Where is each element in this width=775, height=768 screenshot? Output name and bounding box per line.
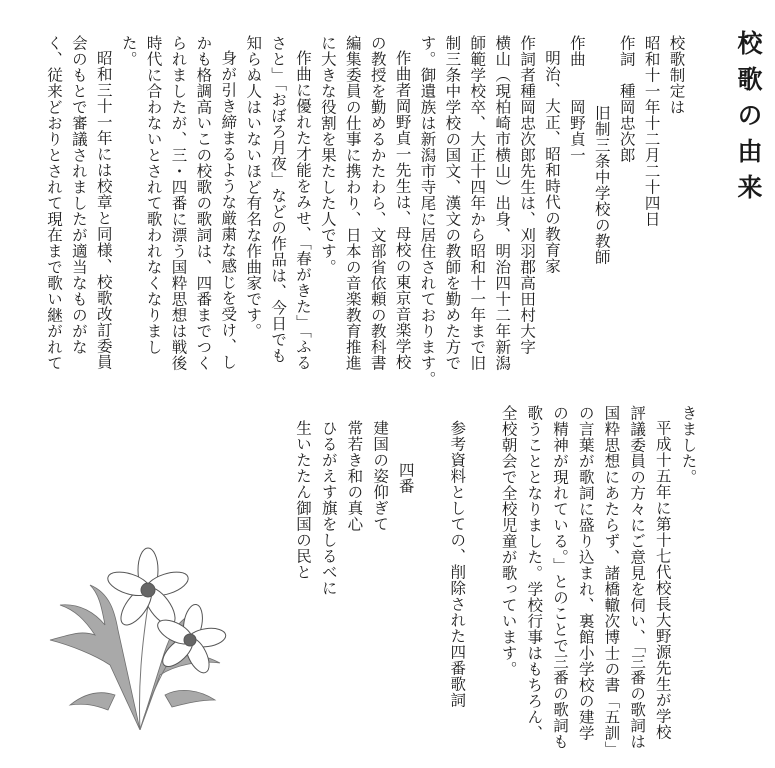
upper-text-column: 作詞者種岡忠次郎先生は、刈羽郡高田村大字 xyxy=(518,35,537,355)
upper-text-column: 作曲者岡野貞一先生は、母校の東京音楽学校 xyxy=(393,50,412,370)
upper-text-column: かも格調高いこの校歌の歌詞は、四番までつく xyxy=(194,35,213,371)
lower-text-column: 全校朝会で全校児童が歌っています。 xyxy=(499,405,518,677)
upper-text-column: さと」「おぼろ月夜」などの作品は、今日でも xyxy=(269,35,288,364)
upper-text-column: す。御遺族は新潟市寺尾に居住されております。 xyxy=(418,35,437,387)
lower-text-column: 国粋思想にあたらず、諸橋轍次博士の書「五訓」 xyxy=(602,405,621,757)
upper-text-column: に大きな役割を果たした人です。 xyxy=(318,35,337,275)
upper-text-column: 明治、大正、昭和時代の教育家 xyxy=(543,50,561,274)
upper-text-column: られましたが、三・四番に漂う国粋思想は戦後 xyxy=(169,35,188,371)
upper-text-column: 横山（現柏崎市横山）出身、明治四十二年新潟 xyxy=(493,35,512,371)
upper-text-column: 作詞 種岡忠次郎 xyxy=(617,35,636,163)
lower-text-column: 四番 xyxy=(396,462,415,494)
anemone-flower-illustration xyxy=(40,535,255,730)
upper-text-column: た。 xyxy=(119,35,138,67)
upper-text-column: 制三条中学校の国文、漢文の教師を勤めた方で xyxy=(443,35,462,371)
lower-text-column: 常若き和の真心 xyxy=(345,420,364,532)
lower-text-column: の精神が現れている。」とのことで三番の歌詞も xyxy=(551,405,569,750)
lower-text-column: 参考資料としての、削除された四番歌詞 xyxy=(448,420,467,708)
upper-text-column: 知らぬ人はいないほど有名な作曲家です。 xyxy=(244,35,263,339)
upper-text-column: 身が引き締まるような厳粛な感じを受け、し xyxy=(219,50,238,370)
lower-text-column: 生いたたん御国の民と xyxy=(294,420,312,580)
lower-text-column: 建国の姿仰ぎて xyxy=(371,420,390,532)
lower-text-column: ひるがえす旗をしるべに xyxy=(319,420,338,596)
page-title: 校歌の由来 xyxy=(734,30,763,210)
upper-text-column: 編集委員の仕事に携わり、日本の音楽教育推進 xyxy=(343,35,362,371)
lower-text-column: の言葉が歌詞に盛り込まれ、裏館小学校の建学 xyxy=(576,405,595,741)
upper-text-column: の教授を勤めるかたわら、文部省依頼の教科書 xyxy=(368,35,387,371)
upper-text-column: 昭和三十一年には校章と同様、校歌改訂委員 xyxy=(94,50,113,370)
lower-text-column: 評議委員の方々にご意見を伺い、「三番の歌詞は xyxy=(628,405,647,750)
upper-text-column: 師範学校卒、大正十四年から昭和十一年まで旧 xyxy=(468,35,487,371)
upper-text-column: く、従来どおりとされて現在まで歌い継がれて xyxy=(45,35,63,371)
lower-text-column: 歌うこととなりました。学校行事はもちろん、 xyxy=(525,405,544,741)
upper-text-column: 旧制三条中学校の教師 xyxy=(592,105,611,265)
upper-text-column: 時代に合わないとされて歌われなくなりまし xyxy=(144,35,163,355)
upper-text-column: 昭和十一年十二月二十四日 xyxy=(642,35,661,227)
upper-text-column: 会のもとで審議されましたが適当なものがな xyxy=(69,35,88,355)
upper-text-column: 校歌制定は xyxy=(667,35,686,115)
lower-text-column: きました。 xyxy=(679,405,698,485)
upper-text-column: 作曲 岡野貞一 xyxy=(567,35,586,163)
lower-text-column: 平成十五年に第十七代校長大野源先生が学校 xyxy=(653,420,672,740)
upper-text-column: 作曲に優れた才能をみせ、「春がきた」「ふる xyxy=(294,50,312,371)
